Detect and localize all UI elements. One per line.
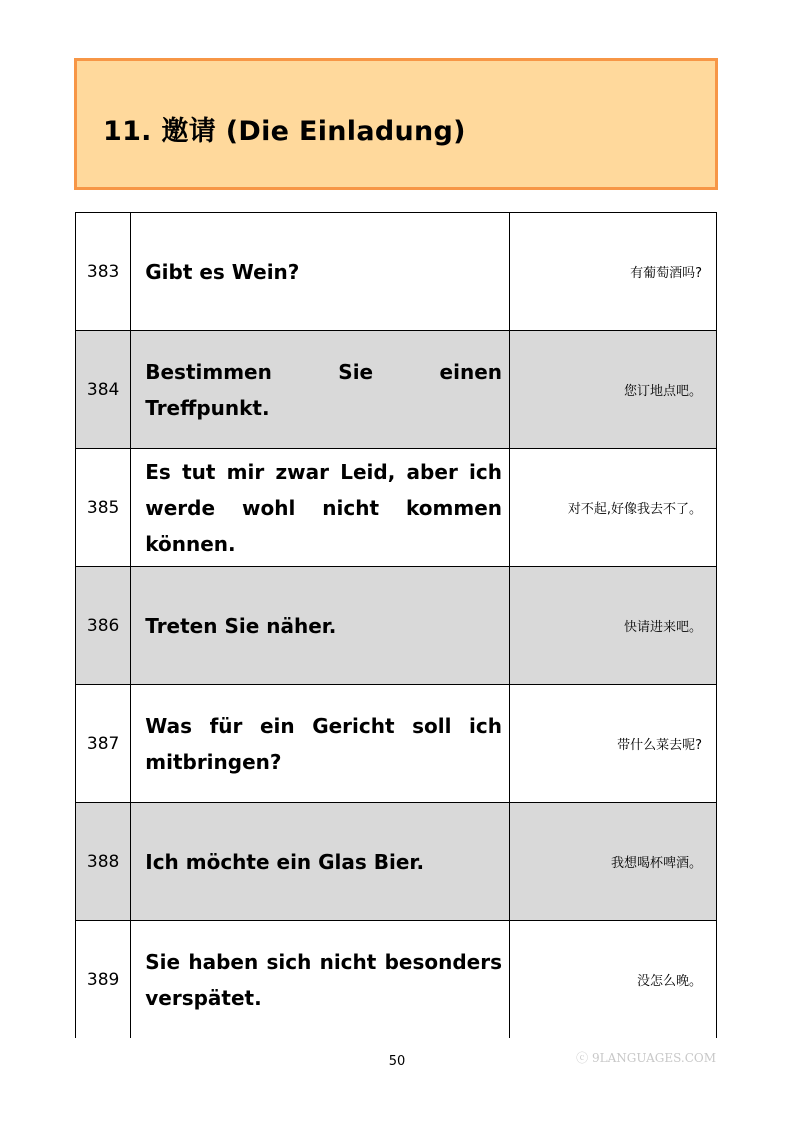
table-row xyxy=(76,685,717,803)
table-row xyxy=(76,331,717,449)
chinese-translation: 带什么菜去呢? xyxy=(510,685,717,803)
german-phrase: Es tut mir zwar Leid, aber ich werde wohl nicht kommen können. xyxy=(131,449,510,567)
chinese-translation: 我想喝杯啤酒。 xyxy=(510,803,717,921)
phrase-number: 383 xyxy=(76,213,131,331)
table-row xyxy=(76,567,717,685)
chinese-translation: 您订地点吧。 xyxy=(510,331,717,449)
chinese-translation: 对不起,好像我去不了。 xyxy=(510,449,717,567)
phrase-number: 389 xyxy=(76,921,131,1039)
german-phrase: Ich möchte ein Glas Bier. xyxy=(131,803,510,921)
german-phrase: Sie haben sich nicht besonders verspätet. xyxy=(131,921,510,1039)
table-row xyxy=(76,921,717,1039)
chinese-translation: 有葡萄酒吗? xyxy=(510,213,717,331)
phrase-number: 388 xyxy=(76,803,131,921)
german-phrase: Gibt es Wein? xyxy=(131,213,510,331)
german-phrase: Was für ein Gericht soll ich mitbringen? xyxy=(131,685,510,803)
copyright-watermark: ⓒ 9LANGUAGES.COM xyxy=(576,1051,716,1065)
table-row xyxy=(76,213,717,331)
phrase-number: 386 xyxy=(76,567,131,685)
chapter-title: 11. 邀请 (Die Einladung) xyxy=(103,116,466,147)
german-phrase: Bestimmen Sie einen Treffpunkt. xyxy=(131,331,510,449)
page-number: 50 xyxy=(388,1054,406,1069)
table-row xyxy=(76,449,717,567)
chinese-translation: 快请进来吧。 xyxy=(510,567,717,685)
german-phrase: Treten Sie näher. xyxy=(131,567,510,685)
chapter-title-box xyxy=(74,58,718,190)
table-row xyxy=(76,803,717,921)
phrase-number: 384 xyxy=(76,331,131,449)
chinese-translation: 没怎么晚。 xyxy=(510,921,717,1039)
phrase-number: 387 xyxy=(76,685,131,803)
phrase-table xyxy=(75,212,717,1038)
phrase-number: 385 xyxy=(76,449,131,567)
